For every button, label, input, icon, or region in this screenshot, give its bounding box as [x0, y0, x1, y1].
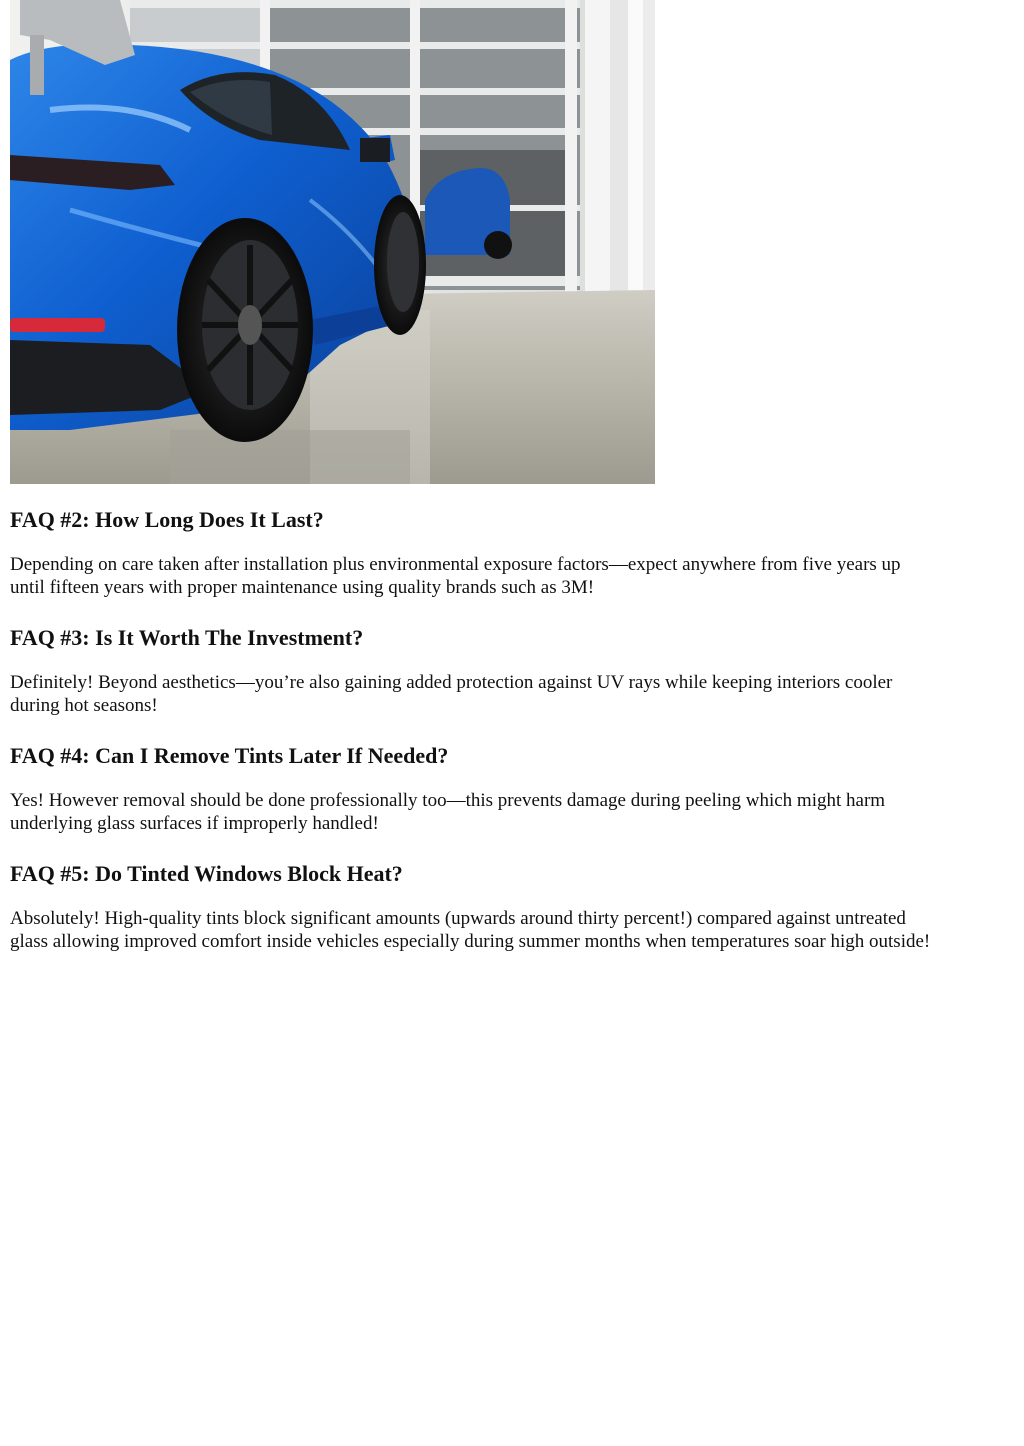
faq-answer: [10, 553, 1014, 599]
faq-answer: [10, 671, 1014, 717]
faq-item: [10, 505, 1014, 599]
faq-answer-line: glass allowing improved comfort inside vehicles especially during summer months when temperatures soar high outside!: [10, 931, 931, 952]
faq-answer-line: Depending on care taken after installation plus environmental exposure factors—expect anywhere from five years up: [10, 554, 901, 575]
faq-item: [10, 859, 1014, 953]
blue-sports-car-photo: [10, 0, 655, 484]
faq-question: FAQ #2: How Long Does It Last?: [10, 507, 324, 532]
faq-answer-line: during hot seasons!: [10, 695, 158, 716]
faq-answer: [10, 907, 1014, 953]
faq-item: [10, 741, 1014, 835]
faq-answer-line: Yes! However removal should be done professionally too—this prevents damage during peeling which might harm: [10, 790, 886, 811]
faq-question: FAQ #5: Do Tinted Windows Block Heat?: [10, 861, 403, 886]
faq-question: FAQ #4: Can I Remove Tints Later If Needed?: [10, 743, 449, 768]
faq-question: FAQ #3: Is It Worth The Investment?: [10, 625, 364, 650]
faq-section: [10, 505, 1014, 977]
faq-answer-line: underlying glass surfaces if improperly handled!: [10, 813, 379, 834]
faq-answer: [10, 789, 1014, 835]
faq-answer-line: until fifteen years with proper maintenance using quality brands such as 3M!: [10, 577, 595, 598]
hero-image: [10, 0, 655, 484]
faq-item: [10, 623, 1014, 717]
faq-answer-line: Definitely! Beyond aesthetics—you’re also gaining added protection against UV rays while keeping interiors cooler: [10, 672, 893, 693]
faq-answer-line: Absolutely! High-quality tints block significant amounts (upwards around thirty percent!) compared against untreated: [10, 908, 906, 929]
